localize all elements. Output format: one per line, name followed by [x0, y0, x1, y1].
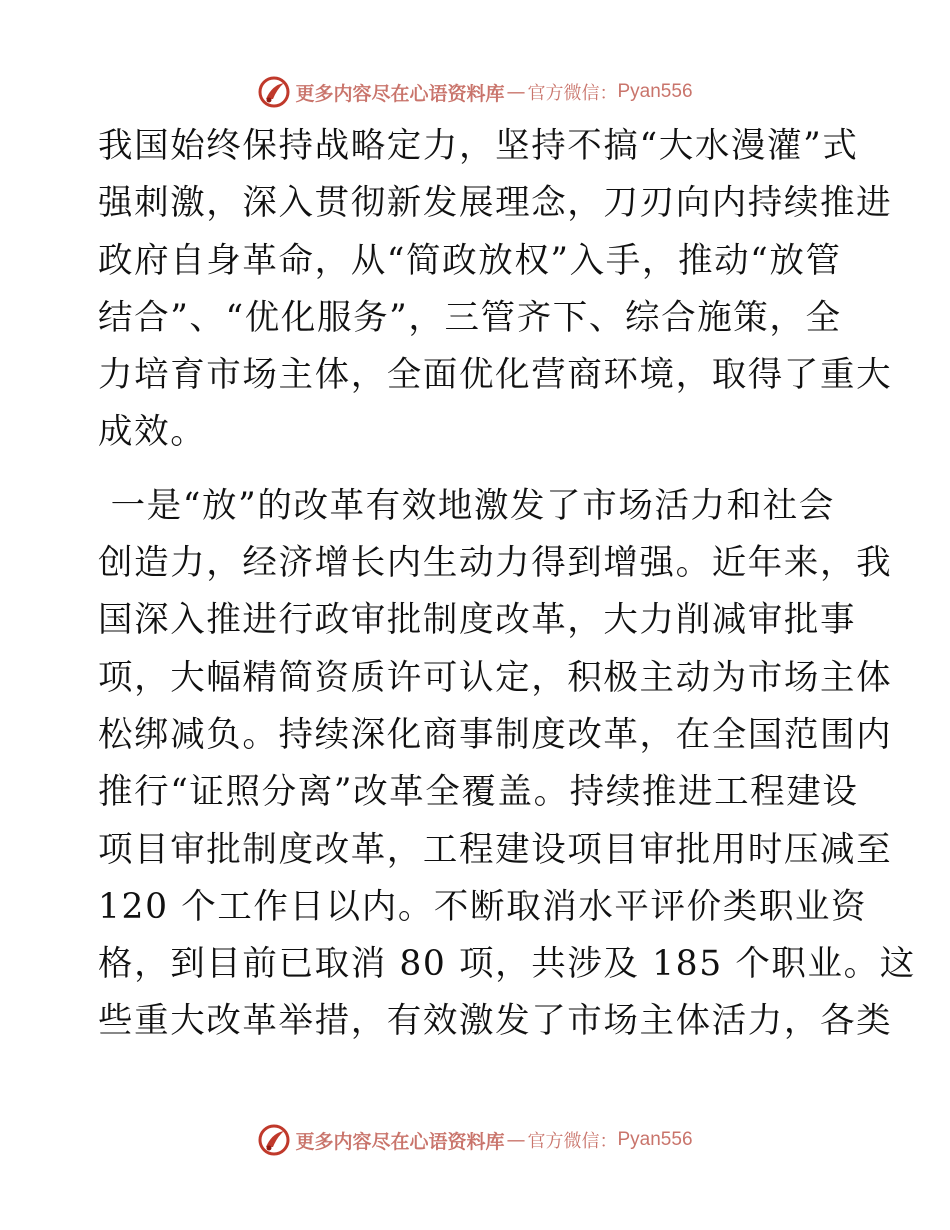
watermark-separator: — — [506, 81, 526, 103]
paragraph-gap — [98, 462, 858, 478]
text-line: 格，到目前已取消 80 项，共涉及 185 个职业。这 — [98, 944, 916, 985]
watermark-wechat-id: Pyan556 — [617, 81, 693, 102]
text-line: 力培育市场主体，全面优化营商环境，取得了重大 — [98, 355, 893, 396]
text-line: 松绑减负。持续深化商事制度改革，在全国范围内 — [98, 714, 893, 755]
paragraph-2 — [98, 478, 916, 1051]
text-line: 推行“证照分离”改革全覆盖。持续推进工程建设 — [98, 772, 859, 813]
text-line: 成效。 — [98, 412, 207, 453]
paragraph-1 — [98, 118, 893, 462]
text-line: 结合”、“优化服务”，三管齐下、综合施策，全 — [98, 297, 842, 338]
text-line: 国深入推进行政审批制度改革，大力削减审批事 — [98, 600, 857, 641]
watermark-wechat-id: Pyan556 — [617, 1129, 693, 1150]
watermark-separator: — — [506, 1129, 526, 1151]
text-line: 些重大改革举措，有效激发了市场主体活力，各类 — [98, 1001, 893, 1042]
text-line: 一是“放”的改革有效地激发了市场活力和社会 — [98, 485, 835, 526]
text-line: 我国始终保持战略定力，坚持不搞“大水漫灌”式 — [98, 126, 859, 166]
text-line: 项目审批制度改革，工程建设项目审批用时压减至 — [98, 829, 893, 870]
watermark-main-text: 更多内容尽在心语资料库 — [295, 1130, 505, 1153]
text-line: 政府自身革命，从“简政放权”入手，推动“放管 — [98, 240, 842, 281]
watermark-main-text: 更多内容尽在心语资料库 — [295, 82, 505, 105]
red-brush-logo-icon — [257, 75, 291, 109]
text-line: 120 个工作日以内。不断取消水平评价类职业资 — [98, 886, 868, 927]
text-line: 创造力，经济增长内生动力得到增强。近年来，我 — [98, 543, 893, 584]
text-line: 强刺激，深入贯彻新发展理念，刀刃向内持续推进 — [98, 183, 893, 224]
header-watermark — [0, 72, 950, 112]
watermark-sub-text: 官方微信： — [527, 83, 618, 104]
text-line: 项，大幅精简资质许可认定，积极主动为市场主体 — [98, 657, 893, 698]
footer-watermark — [0, 1120, 950, 1160]
red-brush-logo-icon — [257, 1123, 291, 1157]
watermark-sub-text: 官方微信： — [527, 1131, 618, 1152]
document-body — [98, 118, 916, 1051]
